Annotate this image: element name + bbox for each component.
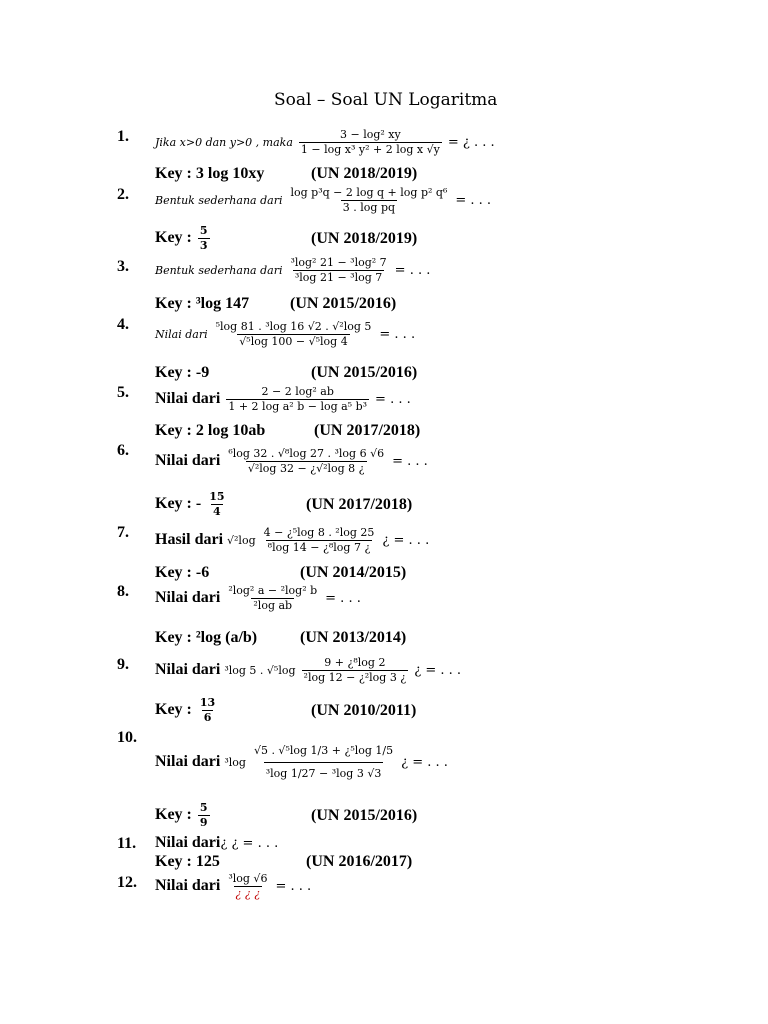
source-label: (UN 2017/2018) xyxy=(306,496,413,513)
equals-tail: = . . . xyxy=(325,591,361,606)
equals-tail: = . . . xyxy=(392,454,428,469)
log-prefix: √²log xyxy=(227,534,256,547)
answer-key-label: Key : xyxy=(155,806,192,824)
numerator: 9 + ¿⁸log 2 xyxy=(324,656,386,669)
numerator: 3 − log² xy xyxy=(340,128,401,141)
question-number: 1. xyxy=(117,128,129,145)
answer-key: Key : 125 xyxy=(155,853,220,870)
question-number: 11. xyxy=(117,835,137,852)
fraction xyxy=(226,385,369,414)
denominator: 3 . log pq xyxy=(342,201,396,214)
source-label: (UN 2010/2011) xyxy=(311,702,417,719)
source-label: (UN 2014/2015) xyxy=(300,564,407,581)
question-number: 9. xyxy=(117,656,129,673)
question-number: 2. xyxy=(117,186,129,203)
fraction xyxy=(226,447,386,476)
numerator: ⁶log 32 . √⁸log 27 . ³log 6 √6 xyxy=(228,447,385,460)
equals-tail: = . . . xyxy=(379,327,416,342)
question-lead: Bentuk sederhana dari xyxy=(155,264,283,278)
answer-key-label: Key : xyxy=(155,229,192,247)
equals-tail: = . . . xyxy=(455,193,492,208)
fraction xyxy=(226,872,269,901)
numerator: √5 . √⁵log 1/3 + ¿⁵log 1/5 xyxy=(253,744,394,757)
numerator: 5 xyxy=(199,801,208,814)
question-number: 5. xyxy=(117,384,129,401)
denominator: ²log ab xyxy=(253,599,293,612)
answer-key: Key : -6 xyxy=(155,564,210,581)
answer-key-label: Key : - xyxy=(155,495,202,513)
question-lead: Jika x>0 dan y>0 , maka xyxy=(155,136,293,150)
question-lead: Nilai dari xyxy=(155,753,221,771)
answer-key xyxy=(155,224,212,253)
numerator: 15 xyxy=(209,490,225,503)
question-number: 12. xyxy=(117,874,137,891)
fraction xyxy=(226,584,319,613)
numerator: ²log² a − ²log² b xyxy=(228,584,318,597)
question-number: 7. xyxy=(117,524,129,541)
question-number: 10. xyxy=(117,729,137,746)
answer-key: Key : 3 log 10xy xyxy=(155,165,265,182)
equals-tail: = . . . xyxy=(394,263,431,278)
question-expression xyxy=(155,584,361,613)
fraction xyxy=(262,526,377,555)
question-lead: Nilai dari xyxy=(155,834,221,851)
answer-key xyxy=(155,801,212,830)
denominator: 4 xyxy=(213,505,221,518)
numerator: 4 − ¿⁵log 8 . ²log 25 xyxy=(263,526,375,539)
numerator: 5 xyxy=(199,224,208,237)
equals-tail: ¿ = . . . xyxy=(401,755,448,770)
answer-key-label: Key : xyxy=(155,701,192,719)
equals-tail: ¿ = . . . xyxy=(414,663,462,678)
question-expression xyxy=(155,256,430,285)
source-label: (UN 2018/2019) xyxy=(311,165,418,182)
source-label: (UN 2016/2017) xyxy=(306,853,413,870)
fraction xyxy=(288,186,449,215)
equals-tail: ¿ = . . . xyxy=(382,533,430,548)
denominator: ⁸log 14 − ¿⁸log 7 ¿ xyxy=(267,541,371,554)
question-expression xyxy=(155,447,428,476)
question-lead: Hasil dari xyxy=(155,531,224,549)
source-label: (UN 2015/2016) xyxy=(311,807,418,824)
question-expression xyxy=(155,740,448,785)
key-fraction xyxy=(198,224,210,253)
denominator: ³log 1/27 − ³log 3 √3 xyxy=(264,762,384,785)
equals-tail: = ¿ . . . xyxy=(447,135,495,150)
source-label: (UN 2013/2014) xyxy=(300,629,407,646)
fraction xyxy=(252,740,395,785)
denominator: 9 xyxy=(199,816,208,829)
question-expression xyxy=(155,656,461,685)
numerator: 13 xyxy=(199,696,216,709)
denominator: 1 − log x³ y² + 2 log x √y xyxy=(300,143,440,156)
source-label: (UN 2018/2019) xyxy=(311,230,418,247)
numerator: ³log √6 xyxy=(228,872,268,885)
source-label: (UN 2015/2016) xyxy=(290,295,397,312)
fraction xyxy=(299,128,442,157)
answer-key: Key : ²log (a/b) xyxy=(155,629,258,646)
question-number: 4. xyxy=(117,316,129,333)
question-expression xyxy=(155,128,495,157)
key-fraction xyxy=(198,801,210,830)
question-expression xyxy=(155,320,415,349)
answer-key xyxy=(155,490,229,519)
question-lead: Nilai dari xyxy=(155,661,221,679)
key-fraction xyxy=(198,696,217,725)
key-fraction xyxy=(207,490,226,519)
answer-key: Key : -9 xyxy=(155,364,210,381)
question-lead: Nilai dari xyxy=(155,877,221,895)
source-label: (UN 2015/2016) xyxy=(311,364,418,381)
question-lead: Nilai dari xyxy=(155,390,221,408)
source-label: (UN 2017/2018) xyxy=(314,422,421,439)
question-expression xyxy=(155,872,311,901)
numerator: ⁵log 81 . ³log 16 √2 . √²log 5 xyxy=(215,320,372,333)
question-number: 8. xyxy=(117,583,129,600)
answer-key: Key : 2 log 10ab xyxy=(155,422,266,439)
log-prefix: ³log xyxy=(224,756,246,769)
answer-key: Key : ³log 147 xyxy=(155,295,250,312)
numerator: log p³q − 2 log q + log p² q⁶ xyxy=(290,186,448,199)
question-number: 6. xyxy=(117,442,129,459)
question-lead: Nilai dari xyxy=(155,589,221,607)
question-expression xyxy=(155,385,411,414)
equals-tail: = . . . xyxy=(275,879,312,894)
denominator: ¿ ¿ ¿ xyxy=(235,887,261,900)
question-number: 3. xyxy=(117,258,129,275)
question-expression xyxy=(155,526,429,555)
answer-key xyxy=(155,696,219,725)
question-lead: Nilai dari xyxy=(155,328,208,342)
numerator: 2 − 2 log² ab xyxy=(261,385,334,398)
denominator: 3 xyxy=(199,239,208,252)
equals-tail: ¿ ¿ = . . . xyxy=(220,835,279,851)
denominator: ²log 12 − ¿²log 3 ¿ xyxy=(303,671,407,684)
denominator: 1 + 2 log a² b − log a⁵ b³ xyxy=(228,400,368,413)
question-expression xyxy=(155,186,491,215)
fraction xyxy=(214,320,374,349)
fraction xyxy=(288,256,388,285)
question-lead: Bentuk sederhana dari xyxy=(155,194,283,208)
denominator: 6 xyxy=(203,711,212,724)
log-prefix: ³log 5 . √⁵log xyxy=(224,664,296,677)
fraction xyxy=(302,656,409,685)
denominator: √²log 32 − ¿√²log 8 ¿ xyxy=(247,462,365,475)
page-title: Soal – Soal UN Logaritma xyxy=(274,90,498,110)
numerator: ³log² 21 − ³log² 7 xyxy=(290,256,387,269)
denominator: ³log 21 − ³log 7 xyxy=(294,271,383,284)
question-lead: Nilai dari xyxy=(155,452,221,470)
equals-tail: = . . . xyxy=(375,392,411,407)
denominator: √⁵log 100 − √⁵log 4 xyxy=(239,335,348,348)
question-expression xyxy=(155,834,278,852)
